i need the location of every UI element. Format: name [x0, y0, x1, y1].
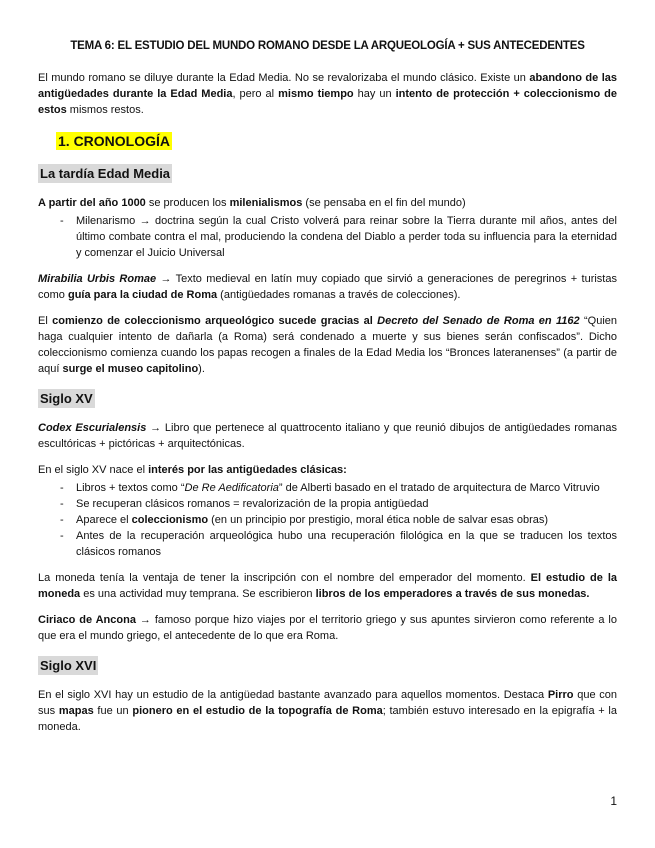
bold-italic-text: Mirabilia Urbis Romae	[38, 273, 157, 285]
text: fue un	[93, 705, 133, 717]
bold-text: milenialismos	[229, 197, 303, 209]
text: (antigüedades romanas a través de colecciones).	[217, 289, 461, 301]
bold-text: abandono de las antigüedades durante la Edad Media	[38, 72, 618, 100]
intro-paragraph	[38, 70, 617, 118]
bold-text: interés por las antigüedades clásicas:	[148, 464, 347, 476]
subheading-edad-media: La tardía Edad Media	[40, 166, 171, 181]
bold-text: comienzo de coleccionismo arqueológico sucede gracias al	[52, 315, 378, 327]
text: mismos restos.	[66, 104, 144, 116]
text: La moneda tenía la ventaja de tener la inscripción con el nombre del emperador del momento.	[38, 572, 531, 584]
bold-text: surge el museo capitolino	[62, 363, 199, 375]
bold-text: coleccionismo	[131, 514, 209, 526]
section-heading-cronologia: 1. CRONOLOGÍA	[58, 133, 171, 149]
paragraph-ciriaco	[38, 612, 617, 644]
text: (se pensaba en el fin del mundo)	[302, 197, 466, 209]
list-milenarismo	[38, 213, 617, 261]
text: → famoso porque hizo viajes por el territorio griego y sus apuntes sirvieron como referente a lo que era el mundo griego, el antecedente de lo que era Roma.	[38, 614, 617, 642]
paragraph-interes	[38, 462, 617, 478]
italic-text: De Re Aedificatoria	[184, 482, 279, 494]
bold-italic-text: Decreto del Senado de Roma en 1162	[377, 315, 580, 327]
list-item	[38, 512, 617, 528]
list-item: - Milenarismo → doctrina según la cual Cristo volverá para reinar sobre la Tierra durante mil años, antes del último combate contra el mal, produciendo la condena del Diablo a perder toda su influencia para la eternidad y comenzar el Juicio Universal	[38, 213, 617, 261]
text: ; también estuvo interesado en la epigrafía + la moneda.	[38, 705, 617, 733]
bold-text: Ciriaco de Ancona	[38, 614, 136, 626]
text: → Libro que pertenece al quattrocento italiano y que reunió dibujos de antigüedades romanas escultóricas + pictóricas + arquitectónicas.	[38, 422, 618, 450]
paragraph-codex	[38, 420, 617, 452]
text: El	[38, 315, 53, 327]
subheading-siglo-xvi: Siglo XVI	[40, 658, 97, 673]
text: ).	[198, 363, 205, 375]
text: En el siglo XVI hay un estudio de la antigüedad bastante avanzado para aquellos momentos. Destaca	[38, 689, 548, 701]
list-siglo-xv	[38, 480, 617, 560]
text: Aparece el	[76, 514, 132, 526]
bold-text: A partir del año 1000	[38, 197, 146, 209]
text: es una actividad muy temprana. Se escribieron	[80, 588, 316, 600]
paragraph-milenialismos	[38, 195, 617, 211]
text: ” de Alberti basado en el tratado de arquitectura de Marco Vitruvio	[278, 482, 600, 494]
text: “Quien haga cualquier intento de dañarla (a Roma) será condenado a muerte y sus bienes serán confiscados”. Dicho coleccionismo comienza cuando los papas recogen a finales de la Edad Media los “Bronces lateranenses” (a partir de aquí	[38, 315, 617, 375]
bold-italic-text: Codex Escurialensis	[38, 422, 147, 434]
bold-text: mapas	[58, 705, 94, 717]
bold-text: mismo tiempo	[278, 88, 354, 100]
bold-text: Pirro	[547, 689, 574, 701]
page-number: 1	[610, 794, 617, 808]
paragraph-moneda	[38, 570, 617, 602]
bold-text: intento de protección + coleccionismo de estos	[38, 88, 617, 116]
list-item: - Se recuperan clásicos romanos = revalorización de la propia antigüedad	[38, 496, 617, 512]
text: El mundo romano se diluye durante la Edad Media. No se revalorizaba el mundo clásico. Existe un	[38, 72, 530, 84]
paragraph-mirabilia	[38, 271, 617, 303]
paragraph-decreto	[38, 313, 617, 377]
list-item: - Antes de la recuperación arqueológica hubo una recuperación filológica en la que se traducen los textos clásicos romanos	[38, 528, 617, 560]
bold-text: El estudio de la moneda	[38, 572, 617, 600]
list-item	[38, 480, 617, 496]
text: Libros + textos como “	[76, 482, 185, 494]
text: , pero al	[232, 88, 279, 100]
subheading-siglo-xv: Siglo XV	[40, 391, 93, 406]
text: → Texto medieval en latín muy copiado que sirvió a generaciones de peregrinos + turistas como	[38, 273, 617, 301]
text: que con sus	[38, 689, 618, 717]
bold-text: guía para la ciudad de Roma	[67, 289, 218, 301]
text: se producen los	[145, 197, 230, 209]
document-title: TEMA 6: EL ESTUDIO DEL MUNDO ROMANO DESDE LA ARQUEOLOGÍA + SUS ANTECEDENTES	[70, 40, 585, 52]
text: (en un principio por prestigio, moral ética noble de salvar esas obras)	[208, 514, 549, 526]
text: En el siglo XV nace el	[38, 464, 149, 476]
text: hay un	[353, 88, 396, 100]
bold-text: libros de los emperadores a través de sus monedas.	[315, 588, 590, 600]
paragraph-pirro	[38, 687, 617, 735]
bold-text: pionero en el estudio de la topografía de Roma	[132, 705, 383, 717]
